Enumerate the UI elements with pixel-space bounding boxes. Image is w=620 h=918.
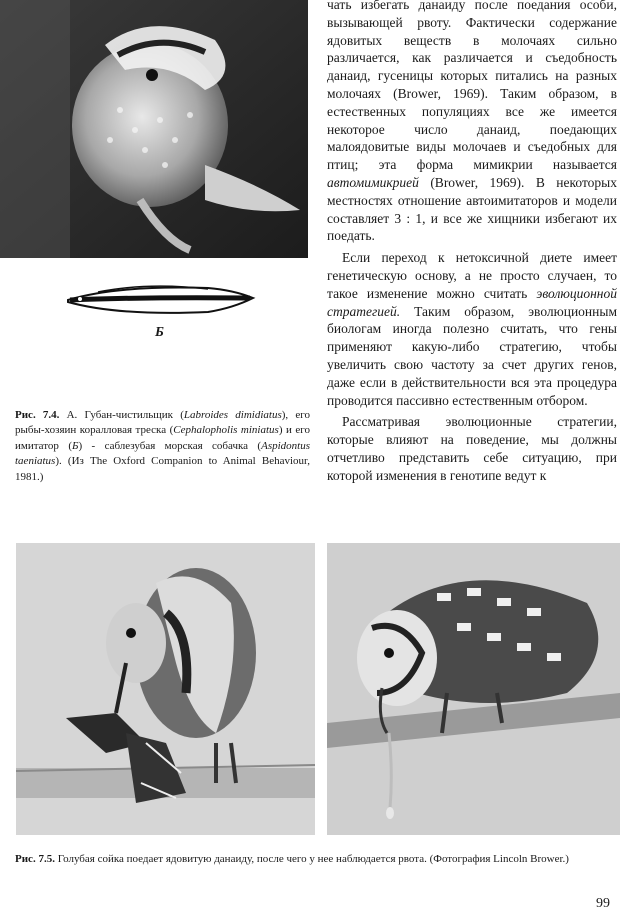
blue-jay-photograph-left bbox=[16, 543, 315, 835]
caption-text: Голубая сойка поедает ядовитую данаиду, после чего у нее наблюдается рвота. (Фотография Lincoln Brower.) bbox=[54, 853, 569, 865]
term-automimicry: автомимикрией bbox=[327, 174, 419, 190]
caption-part: ). (Из The Oxford Companion to Animal Behaviour, 1981.) bbox=[15, 455, 310, 483]
page-number: 99 bbox=[596, 896, 610, 911]
blue-jay-right-image bbox=[327, 543, 620, 835]
text-run: (Brower, 1969). В некоторых местностях отношение автоимитаторов и модели составляет 3 : 1, и все же хищники избегают их поедать. bbox=[327, 174, 617, 244]
term-evolutionary-strategy: эволюционной стратегией. bbox=[327, 285, 617, 319]
text-run: Рассматривая эволюционные стратегии, которые влияют на поведение, мы должны отчетливо представить себе ситуацию, при которой изменения в генотипе ведут к bbox=[327, 414, 617, 483]
text-run: Если переход к нетоксичной диете имеет генетическую основу, а не просто случаен, то такое изменение можно считать bbox=[327, 250, 617, 301]
figure-7-4-number: Рис. 7.4. bbox=[15, 409, 60, 421]
caption-part: Cephalopholis miniatus bbox=[173, 424, 279, 437]
figure-7-5-caption bbox=[15, 852, 612, 867]
caption-part: ), его рыбы-хозяин коралловая треска ( bbox=[15, 409, 310, 437]
caption-part: А. Губан-чистильщик ( bbox=[59, 409, 184, 421]
caption-part: Б bbox=[71, 439, 79, 452]
fish-photograph bbox=[0, 0, 308, 258]
caption-part: ) и его имитатор ( bbox=[15, 424, 311, 452]
figure-7-5-number: Рис. 7.5. bbox=[15, 853, 55, 865]
text-run: чать избегать данаиду после поедания особи, вызывающей рвоту. Фактически содержание ядовитых веществ в молочаях сильно различается, как различается и съедобность данаид, гусеницы которых питались на разных молочаях (Brower, 1969). Таким образом, в естественных популяциях все же имеется некоторое число данаид, поедающих малоядовитые виды молочаев и съедобных для птиц; эта форма мимикрии называется bbox=[327, 0, 617, 173]
blue-jay-photograph-right bbox=[327, 543, 620, 835]
caption-part: Aspidontus taeniatus bbox=[15, 439, 310, 468]
paragraph-1 bbox=[327, 0, 617, 245]
paragraph-2 bbox=[327, 249, 617, 409]
paragraph-3 bbox=[327, 413, 617, 484]
blue-jay-left-image bbox=[16, 543, 315, 835]
caption-part: ) - саблезубая морская собачка ( bbox=[78, 439, 262, 452]
main-text-column bbox=[327, 0, 617, 485]
subfigure-b-label: Б bbox=[155, 325, 164, 340]
caption-part: Labroides dimidiatus bbox=[183, 409, 282, 421]
figure-7-4-caption bbox=[15, 408, 310, 485]
fish-photograph-image bbox=[0, 0, 308, 258]
text-run: Таким образом, эволюционным биологам иногда полезно считать, что гены применяют какую-либо стратегию, чтобы увеличить свою частоту за счет других генов, даже если в действительности вся эта процедура проводится пассивно естественным отбором. bbox=[327, 303, 617, 408]
